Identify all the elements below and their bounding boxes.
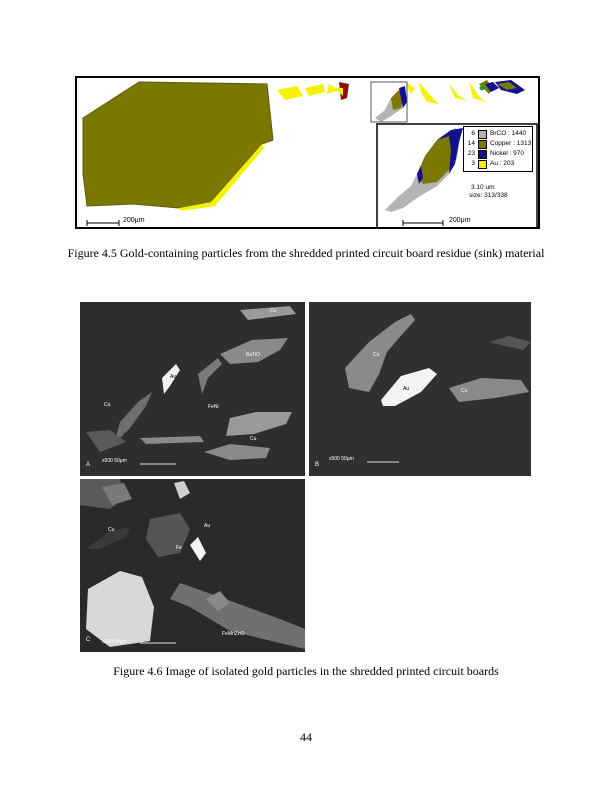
figure-4-5-particle-map (75, 76, 540, 229)
panel-c-label-fe: Fe (176, 545, 182, 551)
scale-label-right: 200μm (449, 217, 471, 224)
panel-a-label-au: Au (170, 374, 177, 380)
panel-b-label-au: Au (403, 386, 410, 392)
legend-row: 14 Copper : 1313 (467, 140, 532, 147)
legend-row: 3 Au : 203 (471, 160, 515, 167)
legend-swatch (478, 160, 487, 169)
panel-a-scale: x500 50μm (102, 458, 127, 464)
panel-a-letter: A (86, 462, 91, 468)
figure-4-6-caption: Figure 4.6 Image of isolated gold particles in the shredded printed circuit boards (113, 664, 499, 678)
sem-panel-b (309, 302, 531, 476)
figure-4-5-caption: Figure 4.5 Gold-containing particles from the shredded printed circuit board residue (sink) material (67, 246, 545, 260)
mineral-legend (463, 126, 533, 172)
panel-b-drawing (309, 302, 531, 476)
sem-panel-a (80, 302, 305, 476)
panel-c-label-femnzno: FeMnZnO (222, 631, 245, 637)
panel-a-label-cu-right: Cu (250, 436, 257, 442)
panel-b-scale: x500 50μm (329, 456, 354, 462)
pixel-size-note: 3.10 um (471, 184, 495, 191)
large-copper-particle (83, 82, 273, 208)
panel-a-drawing (80, 302, 305, 476)
legend-swatch (478, 150, 487, 159)
particle-size-note: size: 313/338 (469, 192, 508, 199)
panel-b-label-cu-right: Cu (461, 388, 468, 394)
page-number: 44 (300, 730, 312, 744)
panel-c-label-cu: Cu (108, 527, 115, 533)
panel-c-letter: C (86, 637, 91, 643)
panel-c-label-au: Au (204, 523, 211, 529)
sem-panel-c (80, 479, 305, 652)
panel-b-label-cu-top: Cu (373, 352, 380, 358)
panel-b-letter: B (315, 462, 320, 468)
panel-a-label-cu-left: Cu (104, 402, 111, 408)
legend-row: 23 Nickel : 970 (467, 150, 524, 157)
legend-swatch (478, 130, 487, 139)
legend-swatch (478, 140, 487, 149)
panel-c-drawing (80, 479, 305, 652)
panel-a-label-cu: Cu (270, 308, 277, 314)
panel-a-label-feni: FeNi (208, 404, 219, 410)
panel-c-scale: x500 50μm (102, 639, 127, 645)
legend-row: 6 BrCO : 1440 (471, 130, 527, 137)
panel-a-label-batio: BaTiO (246, 352, 260, 358)
scale-label-left: 200μm (123, 217, 145, 224)
